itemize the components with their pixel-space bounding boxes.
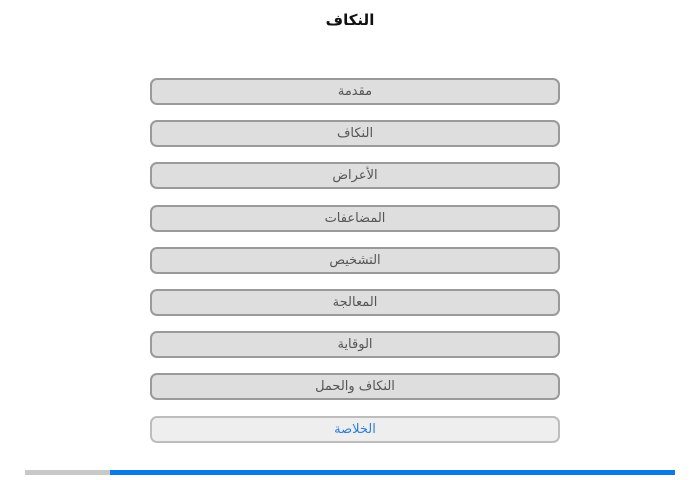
menu-item-summary[interactable]: الخلاصة [150, 416, 560, 443]
progress-bar-completed [25, 470, 110, 475]
menu-item-symptoms[interactable]: الأعراض [150, 162, 560, 189]
page-title: النكاف [325, 11, 375, 29]
menu-item-complications[interactable]: المضاعفات [150, 205, 560, 232]
menu-item-introduction[interactable]: مقدمة [150, 78, 560, 105]
menu-item-diagnosis[interactable]: التشخيص [150, 247, 560, 274]
lesson-menu [150, 78, 560, 458]
menu-item-mumps-and-pregnancy[interactable]: النكاف والحمل [150, 373, 560, 400]
menu-item-prevention[interactable]: الوقاية [150, 331, 560, 358]
menu-item-mumps[interactable]: النكاف [150, 120, 560, 147]
progress-bar [25, 470, 675, 475]
menu-item-treatment[interactable]: المعالجة [150, 289, 560, 316]
